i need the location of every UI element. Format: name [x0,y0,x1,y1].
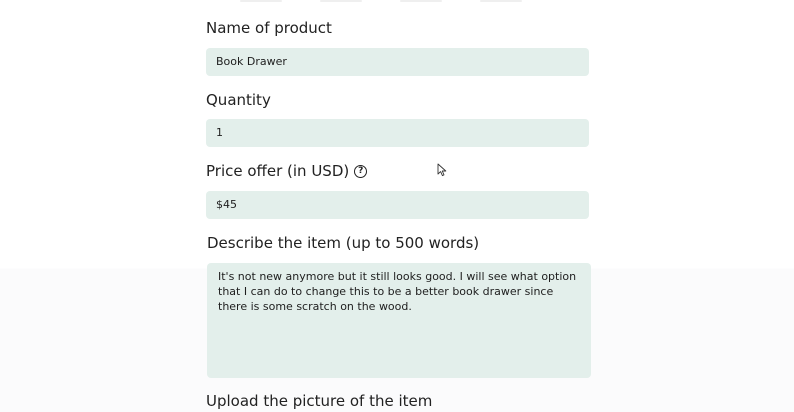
product-name-label: Name of product [206,19,332,37]
top-scroll-edge [240,0,600,3]
quantity-input[interactable]: 1 [206,119,589,147]
description-textarea[interactable]: It's not new anymore but it still looks good. I will see what option that I can do to change this to be a better book drawer since there is some scratch on the wood. [207,263,591,378]
quantity-label: Quantity [206,91,271,109]
price-offer-input[interactable]: $45 [206,191,589,219]
question-circle-icon[interactable]: ? [354,165,367,178]
mouse-pointer-icon [437,163,447,177]
price-offer-label: Price offer (in USD) ? [206,161,367,181]
upload-picture-label: Upload the picture of the item [206,392,433,410]
product-name-input[interactable]: Book Drawer [206,48,589,76]
description-label: Describe the item (up to 500 words) [207,234,480,252]
